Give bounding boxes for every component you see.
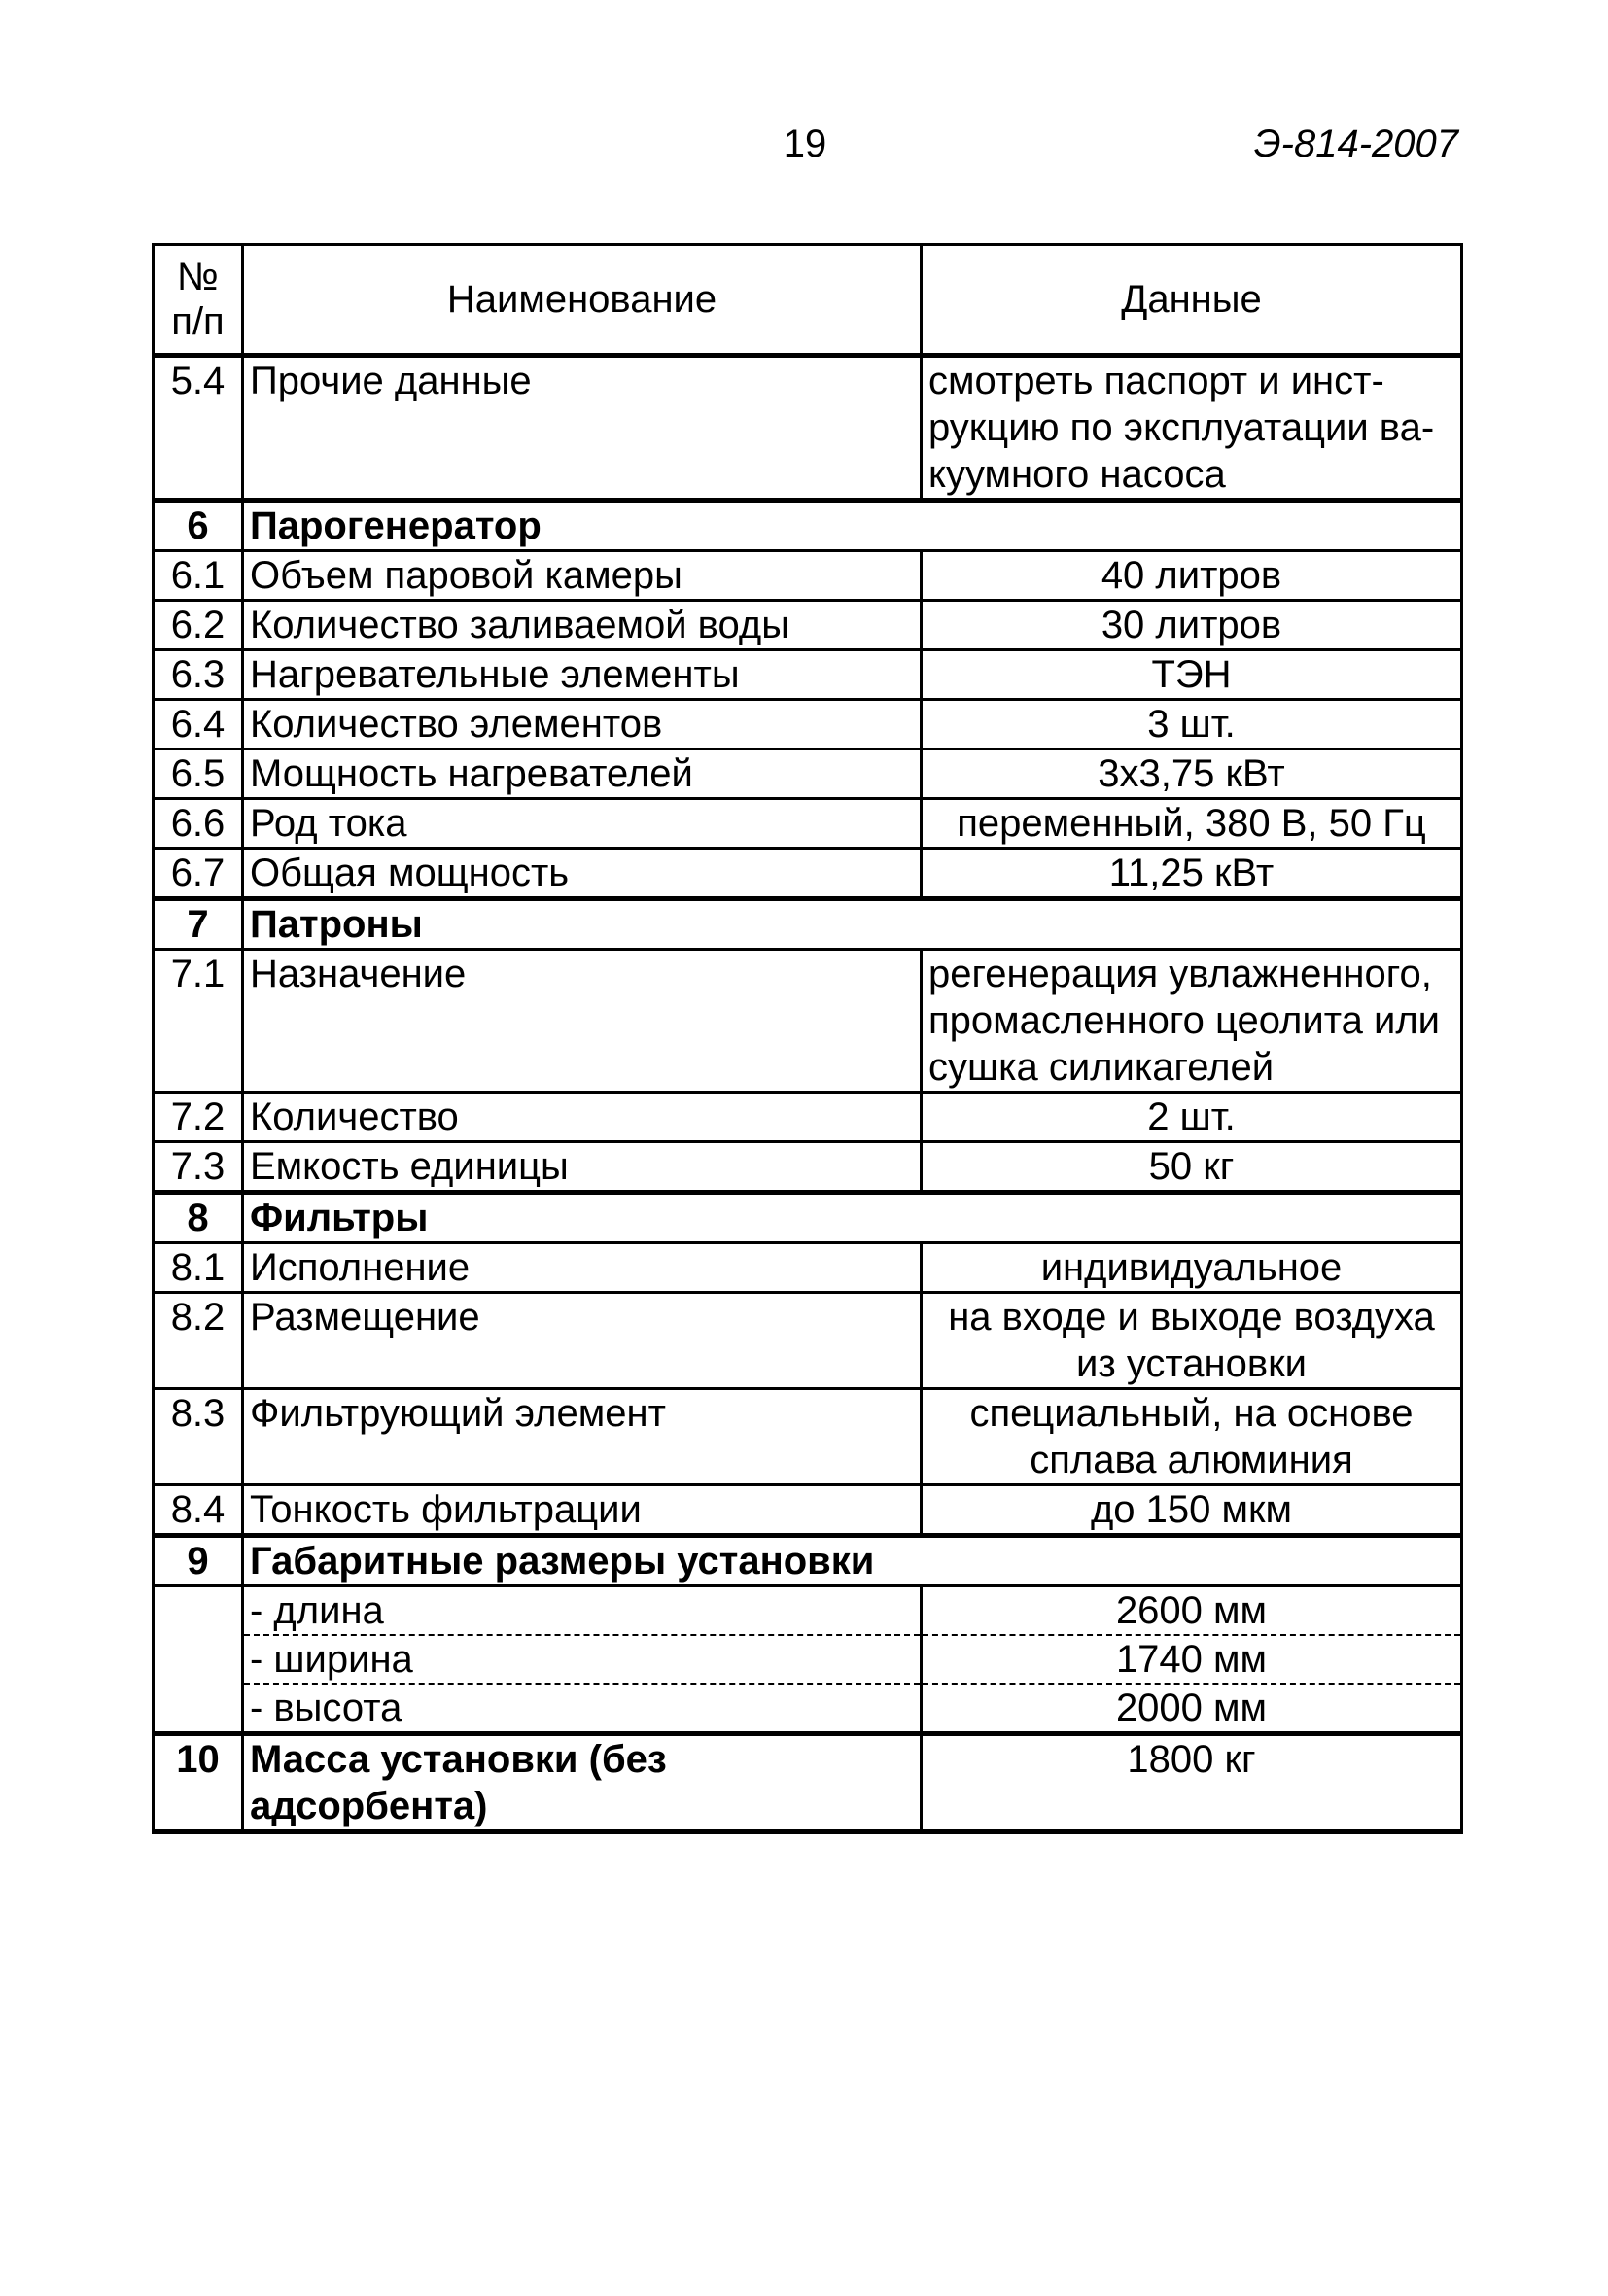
table-row [154,799,1462,849]
row-name: Объем паровой камеры [243,551,922,601]
table-row [154,1142,1462,1193]
row-data: индивидуальное [922,1243,1462,1293]
table-row [154,650,1462,700]
row-name: Количество [243,1093,922,1142]
row-data: ТЭН [922,650,1462,700]
section-num: 7 [154,899,243,950]
section-title: Фильтры [243,1193,1462,1243]
table-row [154,356,1462,501]
row-num: 8.4 [154,1485,243,1536]
document-code: Э-814-2007 [1253,122,1458,165]
row-num: 6.1 [154,551,243,601]
section-title: Габаритные размеры установки [243,1536,1462,1586]
row-num: 7.1 [154,950,243,1093]
table-row [154,1093,1462,1142]
row-num: 8.2 [154,1293,243,1389]
section-row [154,501,1462,551]
row-num: 7.3 [154,1142,243,1193]
section-row [154,1536,1462,1586]
row-num: 5.4 [154,356,243,501]
table-row [154,950,1462,1093]
row-num: 6.5 [154,749,243,799]
row-data: на входе и выходе воздуха из установки [922,1293,1462,1389]
table-row [154,1586,1462,1636]
row-data: 30 литров [922,601,1462,650]
section-row [154,899,1462,950]
row-data: до 150 мкм [922,1485,1462,1536]
row-data: 50 кг [922,1142,1462,1193]
row-data: специальный, на основе сплава алюминия [922,1389,1462,1485]
row-data: 40 литров [922,551,1462,601]
table-row [154,1389,1462,1485]
section-row [154,1734,1462,1832]
header-data: Данные [922,245,1462,356]
row-data: 3 шт. [922,700,1462,749]
row-num: 8.3 [154,1389,243,1485]
section-num: 6 [154,501,243,551]
row-name: Назначение [243,950,922,1093]
row-name: - высота [243,1684,922,1734]
section-row [154,1193,1462,1243]
row-data: 2600 мм [922,1586,1462,1636]
table-row [154,700,1462,749]
row-num: 7.2 [154,1093,243,1142]
row-name: - ширина [243,1635,922,1684]
row-num-empty [154,1586,243,1734]
section-num: 8 [154,1193,243,1243]
page-number: 19 [783,122,827,165]
row-name: Размещение [243,1293,922,1389]
table-row [154,1635,1462,1684]
row-name: Общая мощность [243,849,922,899]
specifications-table [152,243,1463,1834]
row-name: - длина [243,1586,922,1636]
row-num: 6.2 [154,601,243,650]
header-num: № п/п [154,245,243,356]
section-title: Масса установки (без адсорбента) [243,1734,922,1832]
table-row [154,601,1462,650]
row-data: 1800 кг [922,1734,1462,1832]
table-header-row [154,245,1462,356]
row-data: 1740 мм [922,1635,1462,1684]
header-name: Наименование [243,245,922,356]
table-row [154,849,1462,899]
row-num: 6.7 [154,849,243,899]
row-num: 6.4 [154,700,243,749]
section-num: 9 [154,1536,243,1586]
row-data: 2000 мм [922,1684,1462,1734]
row-num: 6.3 [154,650,243,700]
table-row [154,551,1462,601]
row-data: 3х3,75 кВт [922,749,1462,799]
section-title: Парогенератор [243,501,1462,551]
table-row [154,1684,1462,1734]
row-name: Исполнение [243,1243,922,1293]
row-name: Количество элементов [243,700,922,749]
table-row [154,1243,1462,1293]
row-name: Фильтрующий элемент [243,1389,922,1485]
row-name: Прочие данные [243,356,922,501]
table-row [154,1485,1462,1536]
row-data: переменный, 380 В, 50 Гц [922,799,1462,849]
row-data: 11,25 кВт [922,849,1462,899]
section-num: 10 [154,1734,243,1832]
table-row [154,1293,1462,1389]
row-name: Нагревательные элементы [243,650,922,700]
row-name: Количество заливаемой воды [243,601,922,650]
row-name: Мощность нагревателей [243,749,922,799]
row-name: Емкость единицы [243,1142,922,1193]
row-data: смотреть паспорт и инст-рукцию по эксплуатации ва-куумного насоса [922,356,1462,501]
section-title: Патроны [243,899,1462,950]
row-num: 6.6 [154,799,243,849]
row-num: 8.1 [154,1243,243,1293]
row-name: Род тока [243,799,922,849]
row-data: регенерация увлажненного, промасленного цеолита или сушка силикагелей [922,950,1462,1093]
row-name: Тонкость фильтрации [243,1485,922,1536]
table-row [154,749,1462,799]
row-data: 2 шт. [922,1093,1462,1142]
